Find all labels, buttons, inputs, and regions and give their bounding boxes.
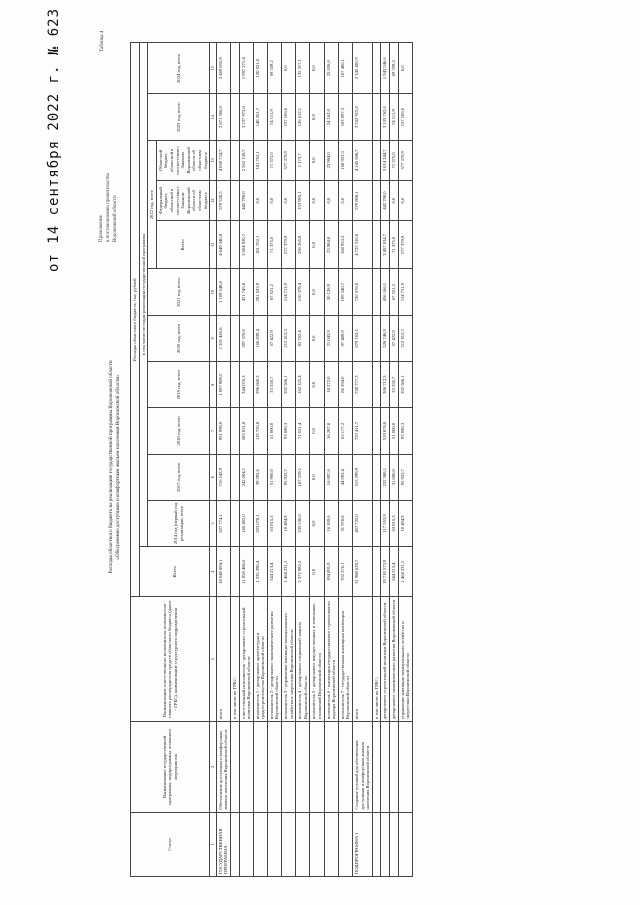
status-cell: ГОСУДАРСТВЕННАЯ ПРОГРАММА — [216, 812, 230, 876]
program-cell — [372, 722, 381, 813]
value-cell: 3 004 920,7 — [239, 221, 253, 269]
executor-cell: исполнитель 7 - государственная жилищная инспекция Воронежской области — [338, 597, 352, 722]
value-cell: 1 335 290,4 — [253, 547, 267, 597]
document-title — [108, 142, 122, 792]
value-cell: 306 712,3 — [381, 362, 390, 408]
value-cell: 126 612,1 — [296, 94, 310, 140]
rotated-content — [38, 7, 598, 882]
value-cell — [230, 454, 239, 500]
value-cell: 4 069 734,7 — [216, 140, 230, 180]
status-cell — [253, 812, 267, 876]
value-cell — [230, 180, 239, 220]
value-cell: 0,0 — [310, 315, 324, 361]
header-2022-obl: Областной бюджет, областной в соответствии с Законом Воронежской области об областном бюджете — [156, 140, 209, 180]
title-line: Расходы областного бюджета на реализацию государственной программы Воронежской области — [108, 360, 114, 574]
value-cell: 442 790,0 — [239, 180, 253, 220]
value-cell — [230, 94, 239, 140]
resolution-stamp: от 14 сентября 2022 г. № 623 — [46, 7, 62, 272]
status-cell — [230, 812, 239, 876]
value-cell: 67 521,2 — [267, 269, 281, 315]
column-index: 5 — [210, 500, 217, 546]
status-cell — [338, 812, 352, 876]
value-cell: 0,0 — [310, 221, 324, 269]
value-cell: 1 997 271,4 — [239, 43, 253, 94]
value-cell: 194 891,9 — [324, 547, 338, 597]
status-cell: ПОДПРОГРАММА 1 — [353, 812, 373, 876]
value-cell: 296 660,3 — [253, 362, 267, 408]
value-cell: 135 317,1 — [296, 43, 310, 94]
value-cell — [372, 140, 381, 180]
value-cell: 627 774,1 — [216, 500, 230, 546]
value-cell: 95 922,7 — [282, 454, 296, 500]
value-cell: 71 375,0 — [389, 140, 398, 180]
column-index: 4 — [210, 547, 217, 597]
header-2022-total: Всего — [156, 221, 209, 269]
value-cell: 71 021,4 — [296, 408, 310, 454]
value-cell: 63 815,3 — [267, 500, 281, 546]
value-cell: 120 021,8 — [253, 43, 267, 94]
executor-cell: исполнитель 5 - департамент имущественных и земельных отношений Воронежской области — [310, 597, 324, 722]
program-cell: Создание условий для обеспечения доступным и комфортным жильем населения Воронежской области — [353, 722, 373, 813]
header-2022: 2022 год, всего — [148, 140, 157, 269]
value-cell: 2 562 130,7 — [239, 140, 253, 180]
column-index: 6 — [210, 454, 217, 500]
value-cell: 23 984,0 — [324, 221, 338, 269]
value-cell: 579 808,1 — [353, 180, 373, 220]
value-cell: 951 990,0 — [216, 408, 230, 454]
value-cell: 25 026,0 — [324, 43, 338, 94]
value-cell: 0,0 — [253, 180, 267, 220]
program-cell — [324, 722, 338, 813]
value-cell: 69 339,2 — [389, 43, 398, 94]
header-2020: 2020 год, всего — [148, 315, 210, 361]
value-cell — [372, 180, 381, 220]
value-cell: 119 726,8 — [253, 408, 267, 454]
value-cell: 166 402,0 — [239, 500, 253, 546]
value-cell: 3 871 306,0 — [216, 94, 230, 140]
column-index: 9 — [210, 315, 217, 361]
value-cell: 397 370,0 — [239, 315, 253, 361]
value-cell: 63 177,2 — [338, 408, 352, 454]
status-cell — [381, 812, 390, 876]
executor-cell: департамент экономического развития Воронежской области — [389, 597, 398, 722]
value-cell: 728 777,3 — [353, 362, 373, 408]
table-number: Таблица 4 — [100, 30, 105, 52]
column-index: 10 — [210, 269, 217, 315]
value-cell: 4 649 340,8 — [216, 221, 230, 269]
value-cell: 33 550,7 — [389, 362, 398, 408]
program-cell — [389, 722, 398, 813]
value-cell: 2 372 982,5 — [296, 547, 310, 597]
header-expenses: Расходы областного бюджета, тыс. рублей — [131, 43, 140, 597]
header-program: Наименование государственной программы, подпрограммы, основного мероприятия — [131, 722, 210, 813]
value-cell — [230, 43, 239, 94]
value-cell: 1 464 231,1 — [282, 547, 296, 597]
column-index: 13 — [210, 140, 217, 180]
executor-cell: в том числе по ГРБС: — [230, 597, 239, 722]
value-cell: 202 506,1 — [398, 362, 412, 408]
value-cell: 181 762,1 — [253, 140, 267, 180]
value-cell — [372, 94, 381, 140]
value-cell: 3 457 034,7 — [381, 221, 390, 269]
value-cell: 148 351,7 — [253, 94, 267, 140]
column-index: 7 — [210, 408, 217, 454]
value-cell: 0,0 — [338, 180, 352, 220]
table-row — [324, 43, 338, 877]
executor-cell: управление жилищно-коммунального хозяйства и энергетики Воронежской области — [398, 597, 412, 722]
value-cell: 0,0 — [389, 180, 398, 220]
value-cell: 515 299,9 — [353, 454, 373, 500]
executor-cell: всего — [216, 597, 230, 722]
value-cell: 153 992,1 — [296, 180, 310, 220]
column-index: 8 — [210, 362, 217, 408]
value-cell: 544 213,4 — [389, 547, 398, 597]
value-cell: 33 550,7 — [267, 362, 281, 408]
table-row — [230, 43, 239, 877]
value-cell: 103 097,3 — [338, 94, 352, 140]
header-2021: 2021 год, всего — [148, 269, 210, 315]
status-cell — [239, 812, 253, 876]
value-cell: 0,0 — [282, 43, 296, 94]
value-cell: 157 106,0 — [282, 94, 296, 140]
value-cell: 0,0 — [282, 180, 296, 220]
value-cell: 57 422,9 — [389, 315, 398, 361]
value-cell: 44 093,4 — [338, 454, 352, 500]
program-cell — [230, 722, 239, 813]
appendix-line: к постановлению правительства — [106, 173, 111, 242]
value-cell: 31 900,0 — [267, 454, 281, 500]
value-cell — [230, 269, 239, 315]
column-index: 1 — [210, 812, 217, 876]
value-cell: 74 111,9 — [267, 94, 281, 140]
value-cell: 457 725,0 — [353, 500, 373, 546]
value-cell — [372, 43, 381, 94]
value-cell: 71 375,0 — [389, 221, 398, 269]
value-cell: 117 553,9 — [381, 500, 390, 546]
value-cell — [230, 221, 239, 269]
column-index: 15 — [210, 43, 217, 94]
value-cell: 168 953,3 — [338, 221, 352, 269]
value-cell: 10 494,9 — [282, 500, 296, 546]
header-status: Статус — [131, 812, 210, 876]
status-cell — [324, 812, 338, 876]
value-cell: 31 978,8 — [338, 500, 352, 546]
value-cell: 577 379,9 — [398, 140, 412, 180]
value-cell: 160 839,4 — [253, 315, 267, 361]
value-cell: 4 145 508,7 — [353, 140, 373, 180]
value-cell: 235 530,6 — [296, 500, 310, 546]
value-cell: 63 815,3 — [389, 500, 398, 546]
value-cell: 0,0 — [310, 454, 324, 500]
value-cell: 526 746,9 — [381, 315, 390, 361]
value-cell: 1 943 546,6 — [381, 43, 390, 94]
status-cell — [282, 812, 296, 876]
value-cell: 201 532,9 — [253, 269, 267, 315]
value-cell: 3 237 973,0 — [239, 94, 253, 140]
value-cell: 69 339,2 — [267, 43, 281, 94]
value-cell — [372, 221, 381, 269]
executor-cell: исполнитель 6 - инспекция государственного строительного надзора Воронежской области — [324, 597, 338, 722]
value-cell: 16 287,0 — [324, 408, 338, 454]
value-cell: 162 325,4 — [296, 362, 310, 408]
table-row — [338, 43, 352, 877]
value-cell: 10 494,9 — [398, 500, 412, 546]
value-cell: 0,0 — [267, 180, 281, 220]
value-cell: 577 379,9 — [282, 221, 296, 269]
value-cell: 579 528,5 — [216, 180, 230, 220]
value-cell: 0,0 — [398, 180, 412, 220]
value-cell: 723 411,7 — [353, 408, 373, 454]
value-cell: 109 240,7 — [338, 269, 352, 315]
executor-cell: исполнитель 1 - департамент архитектуры и градостроительства Воронежской области — [253, 597, 267, 722]
value-cell: 168 953,3 — [338, 140, 352, 180]
value-cell: 4 725 316,8 — [353, 221, 373, 269]
value-cell: 114 711,9 — [398, 269, 412, 315]
value-cell: 74 111,9 — [389, 94, 398, 140]
value-cell: 20 126,9 — [324, 269, 338, 315]
value-cell: 456 166,1 — [381, 269, 390, 315]
value-cell: 57 422,9 — [267, 315, 281, 361]
value-cell: 0,0 — [324, 180, 338, 220]
value-cell: 577 379,9 — [282, 140, 296, 180]
value-cell: 726 578,6 — [353, 269, 373, 315]
value-cell: 95 922,7 — [398, 454, 412, 500]
status-cell — [372, 812, 381, 876]
value-cell — [230, 500, 239, 546]
value-cell: 97 489,9 — [338, 315, 352, 361]
title-line: «Обеспечение доступным и комфортным жильем населения Воронежской области» — [115, 374, 121, 560]
value-cell: 519 876,0 — [381, 408, 390, 454]
value-cell: 3 532 915,0 — [353, 94, 373, 140]
appendix-line: Приложение — [99, 215, 104, 242]
value-cell: 716 543,9 — [216, 454, 230, 500]
value-cell: 0,0 — [310, 269, 324, 315]
table-row — [310, 43, 324, 877]
column-index-row — [210, 43, 217, 877]
program-cell — [338, 722, 352, 813]
value-cell: 544 213,4 — [267, 547, 281, 597]
column-index: 2 — [210, 722, 217, 813]
value-cell: 202 506,1 — [282, 362, 296, 408]
value-cell — [230, 140, 239, 180]
value-cell: 0,0 — [310, 547, 324, 597]
value-cell: 114 711,9 — [282, 269, 296, 315]
value-cell — [230, 315, 239, 361]
table-row — [239, 43, 253, 877]
value-cell — [372, 500, 381, 546]
value-cell: 203 078,1 — [253, 500, 267, 546]
program-cell — [239, 722, 253, 813]
table-row — [381, 43, 390, 877]
table-row — [398, 43, 412, 877]
value-cell: 0,0 — [310, 43, 324, 94]
header-2023: 2023 год, всего — [148, 94, 210, 140]
column-index: 12 — [210, 180, 217, 220]
value-cell: 16 697,6 — [324, 454, 338, 500]
value-cell: 67 521,2 — [389, 269, 398, 315]
table-row — [372, 43, 381, 877]
table-row — [353, 43, 373, 877]
value-cell: 0,0 — [310, 180, 324, 220]
value-cell — [372, 547, 381, 597]
table-row — [216, 43, 230, 877]
value-cell: 3 014 244,7 — [381, 140, 390, 180]
value-cell: 232 388,1 — [381, 454, 390, 500]
value-cell — [372, 315, 381, 361]
program-cell: Обеспечение доступным и комфортным жильем населения Воронежской области — [216, 722, 230, 813]
value-cell: 187 259,1 — [296, 454, 310, 500]
value-cell: 110 379,4 — [296, 269, 310, 315]
status-cell — [310, 812, 324, 876]
status-cell — [398, 812, 412, 876]
value-cell: 16 109,6 — [324, 500, 338, 546]
program-cell — [296, 722, 310, 813]
value-cell: 82 782,4 — [296, 315, 310, 361]
status-cell — [296, 812, 310, 876]
column-index: 11 — [210, 221, 217, 269]
value-cell: 0,0 — [310, 500, 324, 546]
column-index: 3 — [210, 597, 217, 722]
executor-cell: исполнитель 2 - департамент экономического развития Воронежской области — [267, 597, 281, 722]
program-cell — [381, 722, 390, 813]
program-cell — [253, 722, 267, 813]
status-cell — [267, 812, 281, 876]
value-cell: 236 265,8 — [296, 221, 310, 269]
header-2022-fed: Федеральный бюджет, областной в соответствии с Законом Воронежской области об областном бюджете — [156, 180, 209, 220]
value-cell: 442 790,0 — [381, 180, 390, 220]
value-cell: 2 345 481,9 — [353, 43, 373, 94]
program-cell — [282, 722, 296, 813]
value-cell: 1 464 231,1 — [398, 547, 412, 597]
value-cell: 93 690,3 — [398, 408, 412, 454]
value-cell: 0,0 — [310, 140, 324, 180]
header-2014: 2014 год (первый год реализации, всего — [148, 500, 210, 546]
value-cell: 93 690,3 — [282, 408, 296, 454]
status-cell — [389, 812, 398, 876]
value-cell: 577 379,9 — [398, 221, 412, 269]
value-cell: 157 106,0 — [398, 94, 412, 140]
value-cell: 19 710 573,9 — [381, 547, 390, 597]
table-row — [389, 43, 398, 877]
header-2018: 2018 год, всего — [148, 408, 210, 454]
expenses-table — [130, 42, 413, 877]
value-cell: 51 000,0 — [389, 408, 398, 454]
value-cell: 86 594,0 — [338, 362, 352, 408]
value-cell: 344 076,3 — [239, 362, 253, 408]
table-row — [267, 43, 281, 877]
value-cell: 71 375,0 — [267, 140, 281, 180]
value-cell: 18 272,0 — [324, 362, 338, 408]
value-cell: 2 469 855,9 — [216, 43, 230, 94]
value-cell — [230, 362, 239, 408]
value-cell: 31 000,0 — [389, 454, 398, 500]
value-cell: 1 109 548,8 — [216, 269, 230, 315]
value-cell: 3 135 762,0 — [381, 94, 390, 140]
value-cell — [230, 408, 239, 454]
value-cell: 31 988 628,7 — [353, 547, 373, 597]
value-cell: 51 000,0 — [267, 408, 281, 454]
header-executor: Наименование ответственного исполнителя, исполнителя - главного распорядителя средств областного бюджета (далее - ГРБС), наименование структурного подразделения — [131, 597, 210, 722]
value-cell — [372, 454, 381, 500]
table-body — [216, 43, 412, 877]
executor-cell: в том числе по ГРБС: — [372, 597, 381, 722]
value-cell: 212 612,3 — [282, 315, 296, 361]
program-cell — [398, 722, 412, 813]
value-cell: 0,0 — [398, 43, 412, 94]
value-cell: 18 048 894,1 — [216, 547, 230, 597]
executor-cell: всего — [353, 597, 373, 722]
value-cell: 583 051,8 — [239, 408, 253, 454]
value-cell: 23 984,0 — [324, 140, 338, 180]
value-cell: 242 004,1 — [239, 454, 253, 500]
executor-cell: ответственный исполнитель - департамент строительной политики Воронежской области — [239, 597, 253, 722]
value-cell: 21 043,9 — [324, 315, 338, 361]
executor-cell: департамент строительной политики Воронежской области — [381, 597, 390, 722]
executor-cell: исполнитель 4 - департамент социальной защиты Воронежской области — [296, 597, 310, 722]
value-cell: 24 162,0 — [324, 94, 338, 140]
header-by-years: в том числе по годам реализации государственной программы — [139, 43, 148, 547]
value-cell: 107 486,1 — [338, 43, 352, 94]
program-cell — [267, 722, 281, 813]
appendix-line: Воронежской области — [113, 195, 118, 242]
value-cell: 0,0 — [310, 94, 324, 140]
table-row — [253, 43, 267, 877]
value-cell: 71 375,0 — [267, 221, 281, 269]
value-cell: 212 612,3 — [398, 315, 412, 361]
value-cell: 11 058 486,6 — [239, 547, 253, 597]
value-cell — [372, 408, 381, 454]
table-row — [282, 43, 296, 877]
value-cell — [372, 269, 381, 315]
column-index: 14 — [210, 94, 217, 140]
value-cell: 0,0 — [310, 362, 324, 408]
value-cell: 39 392,6 — [253, 454, 267, 500]
value-cell: 1 097 989,5 — [216, 362, 230, 408]
value-cell: 702 276,1 — [338, 547, 352, 597]
program-cell — [310, 722, 324, 813]
value-cell: 679 162,5 — [353, 315, 373, 361]
header-2019: 2019 год, всего — [148, 362, 210, 408]
value-cell — [372, 362, 381, 408]
value-cell: 181 762,1 — [253, 221, 267, 269]
table-row — [296, 43, 310, 877]
header-2017: 2017 год, всего — [148, 454, 210, 500]
value-cell: 1 173,7 — [296, 140, 310, 180]
value-cell: 471 745,8 — [239, 269, 253, 315]
value-cell: 1 201 465,8 — [216, 315, 230, 361]
header-2024: 2024 год, всего — [148, 43, 210, 94]
value-cell: 0,0 — [310, 408, 324, 454]
value-cell — [230, 547, 239, 597]
executor-cell: исполнитель 3 - управление жилищно-коммунального хозяйства и энергетики Воронежской области — [282, 597, 296, 722]
header-total: Всего — [139, 547, 210, 597]
